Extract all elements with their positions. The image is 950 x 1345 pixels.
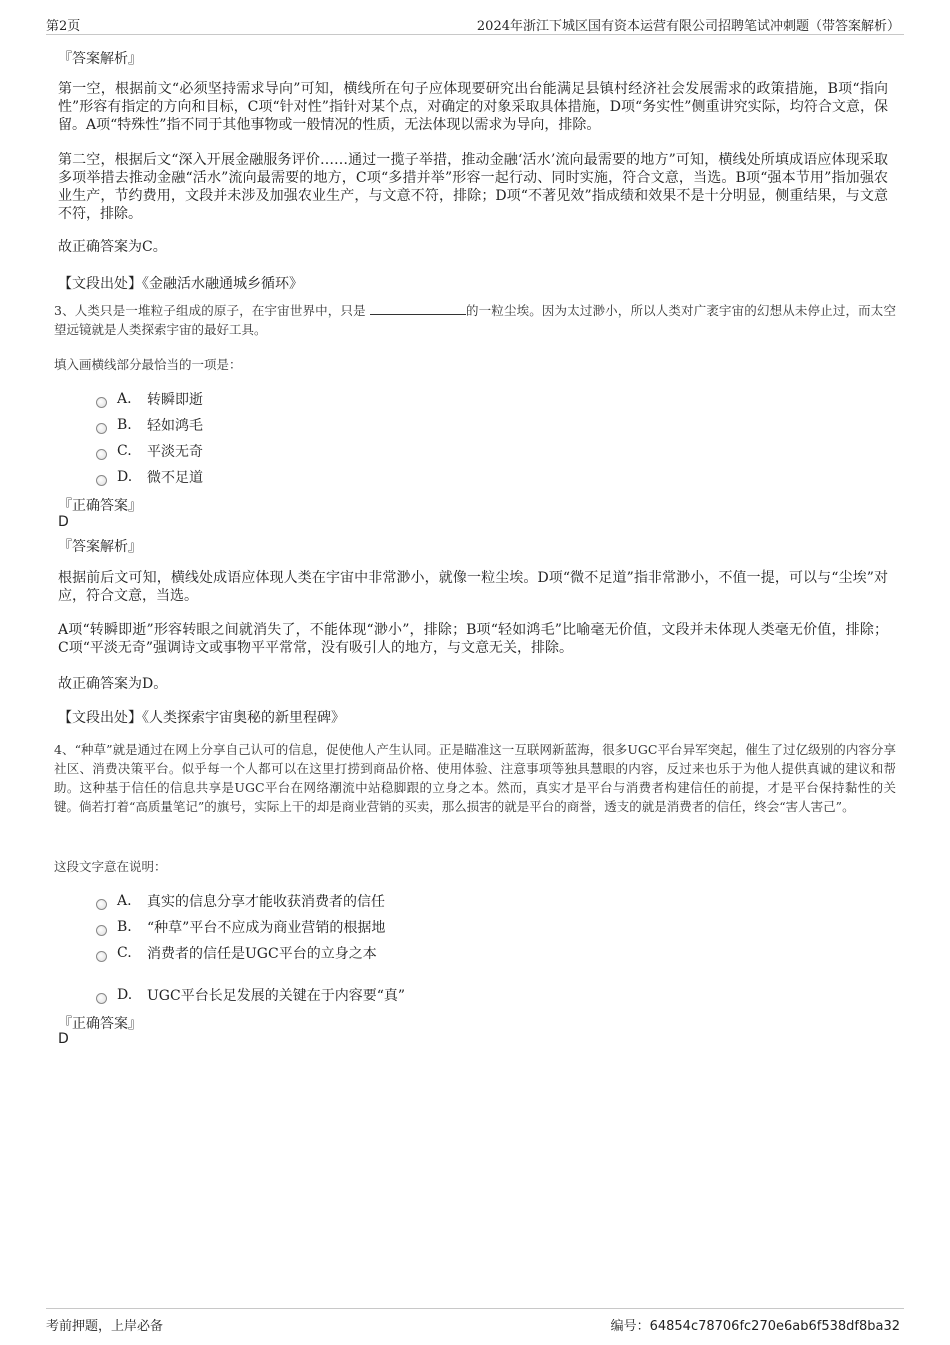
question-3-text: 3、人类只是一堆粒子组成的原子，在宇宙世界中，只是 的一粒尘埃。因为太过渺小，所以人类对广袤宇宙的幻想从未停止过，而太空望远镜就是人类探索宇宙的最好工具。 — [54, 303, 896, 337]
radio-button[interactable] — [96, 951, 107, 962]
analysis-conclusion: 故正确答案为D。 — [58, 676, 168, 692]
option-b[interactable]: B. “种草”平台不应成为商业营销的根据地 — [96, 917, 385, 937]
fill-blank — [370, 302, 466, 315]
option-a[interactable]: A. 真实的信息分享才能收获消费者的信任 — [96, 891, 385, 911]
correct-answer-label: 『正确答案』 — [58, 1016, 142, 1032]
analysis-conclusion: 故正确答案为C。 — [58, 239, 167, 255]
option-a[interactable]: A. 转瞬即逝 — [96, 389, 203, 409]
analysis-paragraph: A项“转瞬即逝”形容转眼之间就消失了，不能体现“渺小”，排除；B项“轻如鸿毛”比喻毫无价值，文段并未体现人类毫无价值，排除；C项“平淡无奇”强调诗文或事物平平常常，没有吸引人的地方，与文意无关，排除。 — [58, 622, 888, 656]
page-header — [46, 12, 904, 35]
option-c[interactable]: C. 消费者的信任是UGC平台的立身之本 — [96, 943, 377, 963]
radio-button[interactable] — [96, 925, 107, 936]
radio-button[interactable] — [96, 423, 107, 434]
question-prompt: 这段文字意在说明： — [54, 859, 167, 874]
passage-source: 【文段出处】《金融活水融通城乡循环》 — [58, 276, 303, 292]
correct-answer-label: 『正确答案』 — [58, 498, 142, 514]
footer-slogan: 考前押题，上岸必备 — [46, 1319, 164, 1334]
option-b[interactable]: B. 轻如鸿毛 — [96, 415, 203, 435]
radio-button[interactable] — [96, 993, 107, 1004]
option-d[interactable]: D. UGC平台长足发展的关键在于内容要“真” — [96, 985, 405, 1005]
analysis-label: 『答案解析』 — [58, 539, 142, 555]
question-4-text: 4、“种草”就是通过在网上分享自己认可的信息，促使他人产生认同。正是瞄准这一互联网新蓝海，很多UGC平台异军突起，催生了过亿级别的内容分享社区、消费决策平台。似乎每一个人都可以在这里打捞到商品价格、使用体验、注意事项等独具慧眼的内容，反过来也乐于为他人提供真诚的建议和帮助。这种基于信任的信息共享是UGC平台在网络潮流中站稳脚跟的立身之本。然而，真实才是平台与消费者构建信任的前提，才是平台保持黏性的关键。倘若打着“高质量笔记”的旗号，实际上干的却是商业营销的买卖，那么损害的就是平台的商誉，透支的就是消费者的信任，终会“害人害己”。 — [54, 742, 896, 814]
analysis-label: 『答案解析』 — [58, 51, 142, 67]
analysis-paragraph: 第二空，根据后文“深入开展金融服务评价……通过一揽子举措，推动金融‘活水’流向最需要的地方”可知，横线处所填成语应体现采取多项举措去推动金融“活水”流向最需要的地方，C项“多措并举”形容一起行动、同时实施，符合文意，当选。B项“强本节用”指加强农业生产，节约费用，文段并未涉及加强农业生产，与文意不符，排除；D项“不著见效”指成绩和效果不是十分明显，侧重结果，与文意不符，排除。 — [58, 152, 888, 222]
radio-button[interactable] — [96, 449, 107, 460]
question-prompt: 填入画横线部分最恰当的一项是： — [54, 357, 242, 372]
passage-source: 【文段出处】《人类探索宇宙奥秘的新里程碑》 — [58, 710, 345, 726]
correct-answer: D — [58, 514, 69, 530]
page-footer — [46, 1308, 904, 1339]
correct-answer: D — [58, 1031, 69, 1047]
radio-button[interactable] — [96, 899, 107, 910]
option-d[interactable]: D. 微不足道 — [96, 467, 203, 487]
analysis-paragraph: 根据前后文可知，横线处成语应体现人类在宇宙中非常渺小，就像一粒尘埃。D项“微不足道”指非常渺小，不值一提，可以与“尘埃”对应，符合文意，当选。 — [58, 570, 888, 604]
option-c[interactable]: C. 平淡无奇 — [96, 441, 203, 461]
radio-button[interactable] — [96, 475, 107, 486]
page-number: 第2页 — [46, 19, 81, 34]
radio-button[interactable] — [96, 397, 107, 408]
analysis-paragraph: 第一空，根据前文“必须坚持需求导向”可知，横线所在句子应体现要研究出台能满足县镇村经济社会发展需求的政策措施，B项“指向性”形容有指定的方向和目标，C项“针对性”指针对某个点，对确定的对象采取具体措施，D项“务实性”侧重讲究实际，均符合文意，保留。A项“特殊性”指不同于其他事物或一般情况的性质，无法体现以需求为导向，排除。 — [58, 81, 888, 133]
footer-serial: 编号：64854c78706fc270e6ab6f538df8ba32 — [610, 1319, 900, 1334]
document-title: 2024年浙江下城区国有资本运营有限公司招聘笔试冲刺题（带答案解析） — [476, 19, 900, 34]
